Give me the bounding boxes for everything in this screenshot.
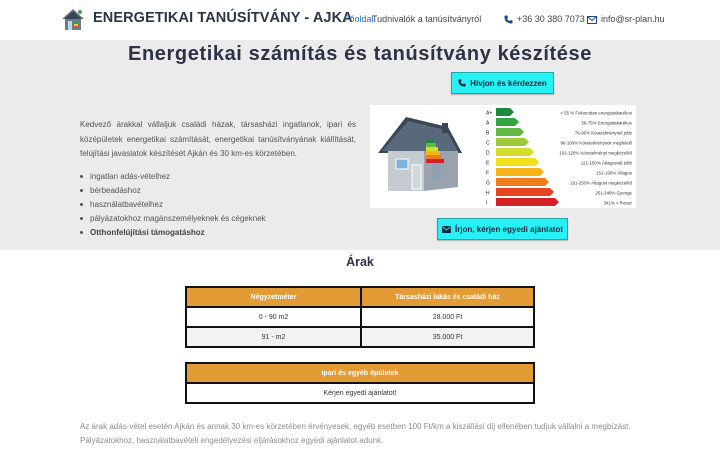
site-brand[interactable]: ENERGETIKAI TANÚSÍTVÁNY - AJKA <box>93 10 353 26</box>
email-address: info@sr-plan.hu <box>601 14 665 24</box>
energy-grade-letter: I <box>486 200 488 207</box>
nav-home[interactable]: Főoldal <box>344 14 374 24</box>
energy-grade-bar-c <box>496 138 529 146</box>
energy-grade-letter: C <box>486 140 490 147</box>
phone-number: +36 30 380 7073 <box>517 14 585 24</box>
energy-grade-label: 76-95% Követelménynél jobb <box>574 130 632 136</box>
phone-icon <box>458 79 466 87</box>
table-row <box>186 327 534 347</box>
table-cell: 35.000 Ft <box>361 327 534 347</box>
hero-section <box>0 40 720 250</box>
table-row <box>186 307 534 327</box>
industrial-header: Ipari és egyéb épületek <box>186 363 534 383</box>
energy-grade-letter: D <box>486 150 490 157</box>
nav-email-link[interactable] <box>587 14 665 24</box>
energy-grade-label: 121-150% Átlagosnál jobb <box>580 160 632 166</box>
intro-text: Kedvező árakkal vállaljuk családi házak, társasházi ingatlanok, ipari és középületek energetikai számítását, energetikai tanúsítványának kiállítását, felújítási javaslatok készítését Ajkán és 30 km-es körzetében. <box>80 120 356 158</box>
table-cell: 28.000 Ft <box>361 307 534 327</box>
price-table <box>185 286 535 348</box>
house-logo-icon[interactable] <box>60 7 86 33</box>
phone-icon <box>504 15 513 24</box>
top-navbar <box>0 0 720 40</box>
energy-grade-bar-i <box>496 198 559 206</box>
energy-grade-label: 251-340% Gyenge <box>595 190 632 196</box>
column-header-type: Társasházi lakás és családi ház <box>361 287 534 307</box>
energy-grade-letter: A <box>486 120 490 127</box>
page-title: Energetikai számítás és tanúsítvány készítése <box>128 43 592 65</box>
energy-grade-bar-a <box>496 118 519 126</box>
energy-grade-letter: E <box>486 160 490 167</box>
envelope-icon <box>587 16 597 24</box>
industrial-value: Kérjen egyedi ajánlatot! <box>186 383 534 403</box>
energy-rating-illustration <box>370 105 636 208</box>
industrial-table <box>185 362 535 404</box>
table-header-row <box>186 287 534 307</box>
energy-grade-bar-aplus <box>496 108 514 116</box>
energy-grade-letter: A+ <box>486 110 493 117</box>
envelope-icon <box>442 226 451 233</box>
request-offer-label: Írjon, kérjen egyedi ajánlatot <box>454 224 564 234</box>
use-case-list <box>80 170 266 240</box>
list-item: ingatlan adás-vételhez <box>80 170 266 184</box>
house-energy-icon <box>370 105 636 208</box>
energy-grade-label: < 55 % Fokozottan energiatakarékos <box>560 110 632 116</box>
table-cell: 91 - m2 <box>186 327 361 347</box>
energy-grade-letter: B <box>486 130 490 137</box>
energy-grade-label: 341% < Rossz <box>603 200 632 206</box>
energy-grade-bar-d <box>496 148 534 156</box>
table-cell: 0 - 90 m2 <box>186 307 361 327</box>
energy-grade-label: 191-250% Átlagost megközelítő <box>570 180 632 186</box>
list-item: bérbeadáshoz <box>80 184 266 198</box>
request-offer-button[interactable] <box>437 218 568 240</box>
call-button[interactable] <box>451 72 554 94</box>
energy-grade-letter: G <box>486 180 490 187</box>
call-button-label: Hívjon és kérdezzen <box>470 78 547 88</box>
energy-grade-label: 101-120% Követelményt megközelítő <box>559 150 632 156</box>
nav-phone-link[interactable] <box>504 14 585 24</box>
energy-grade-bar-b <box>496 128 524 136</box>
energy-grade-bar-e <box>496 158 539 166</box>
energy-grade-letter: F <box>486 170 490 177</box>
energy-grade-label: 96-100% Követelménynek megfelelő <box>560 140 632 146</box>
energy-grade-letter: H <box>486 190 490 197</box>
energy-grade-bar-h <box>496 188 554 196</box>
energy-grade-bar-g <box>496 178 549 186</box>
list-item: használatbavételhez <box>80 198 266 212</box>
energy-grade-bar-f <box>496 168 544 176</box>
list-item: Otthonfelújítási támogatáshoz <box>80 226 266 240</box>
nav-about-certificate[interactable]: Tudnivalók a tanúsítványról <box>372 14 482 24</box>
energy-grade-label: 151-190% Átlagos <box>596 170 632 176</box>
column-header-area: Négyzetméter <box>186 287 361 307</box>
energy-grade-label: 56-75% Energiatakarékos <box>581 120 632 126</box>
prices-title: Árak <box>346 255 374 269</box>
list-item: pályázatokhoz magánszemélyeknek és cégeknek <box>80 212 266 226</box>
energy-scale <box>486 108 633 207</box>
pricing-note: Az árak adás-vétel esetén Ajkán és annak 30 km-es körzetében érvényesek, egyéb esetben 100 Ft/km a kiszállási díj ellenében tudjuk vállalni a megbízást. Pályázatokhoz, használatbavételi engedélyezési eljárásokhoz egyedi ajánlatot adunk. <box>80 422 631 445</box>
